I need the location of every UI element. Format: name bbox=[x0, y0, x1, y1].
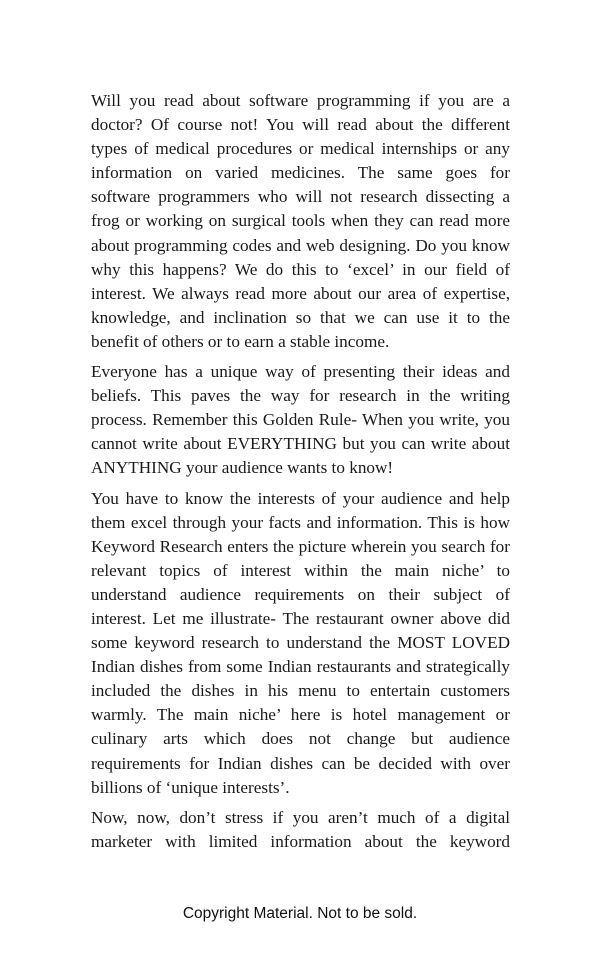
paragraph-digital-marketer: Now, now, don’t stress if you aren’t much of a digital marketer with limited information about the keyword bbox=[91, 807, 510, 851]
copyright-footer: Copyright Material. Not to be sold. bbox=[182, 905, 418, 922]
paragraph-keyword-research: You have to know the interests of your audience and help them excel through your facts and information. This is how Keyword Research enters the picture wherein you search for relevant topics of interest within the main niche’ to understand audience requirements on their subject of interest. Let me illustrate- The restaurant owner above did some keyword research to understand the MOST LOVED Indian dishes from some Indian restaurants and strategically included the dishes in his menu to entertain customers warmly. The main niche’ here is hotel management or culinary arts which does not change but audience requirements for Indian dishes can be decided with over billions of ‘unique interests’. bbox=[91, 488, 510, 797]
page-body bbox=[91, 89, 510, 860]
paragraph-golden-rule: Everyone has a unique way of presenting their ideas and beliefs. This paves the way for research in the writing process. Remember this Golden Rule- When you write, you cannot write about EVERYTHING but you can write about ANYTHING your audience wants to know! bbox=[91, 362, 510, 478]
paragraph-doctor-example: Will you read about software programming if you are a doctor? Of course not! You will read about the different types of medical procedures or medical internships or any information on varied medicines. The same goes for software programmers who will not research dissecting a frog or working on surgical tools when they can read more about programming codes and web designing. Do you know why this happens? We do this to ‘excel’ in our field of interest. We always read more about our area of expertise, knowledge, and inclination so that we can use it to the benefit of others or to earn a stable income. bbox=[91, 91, 510, 351]
